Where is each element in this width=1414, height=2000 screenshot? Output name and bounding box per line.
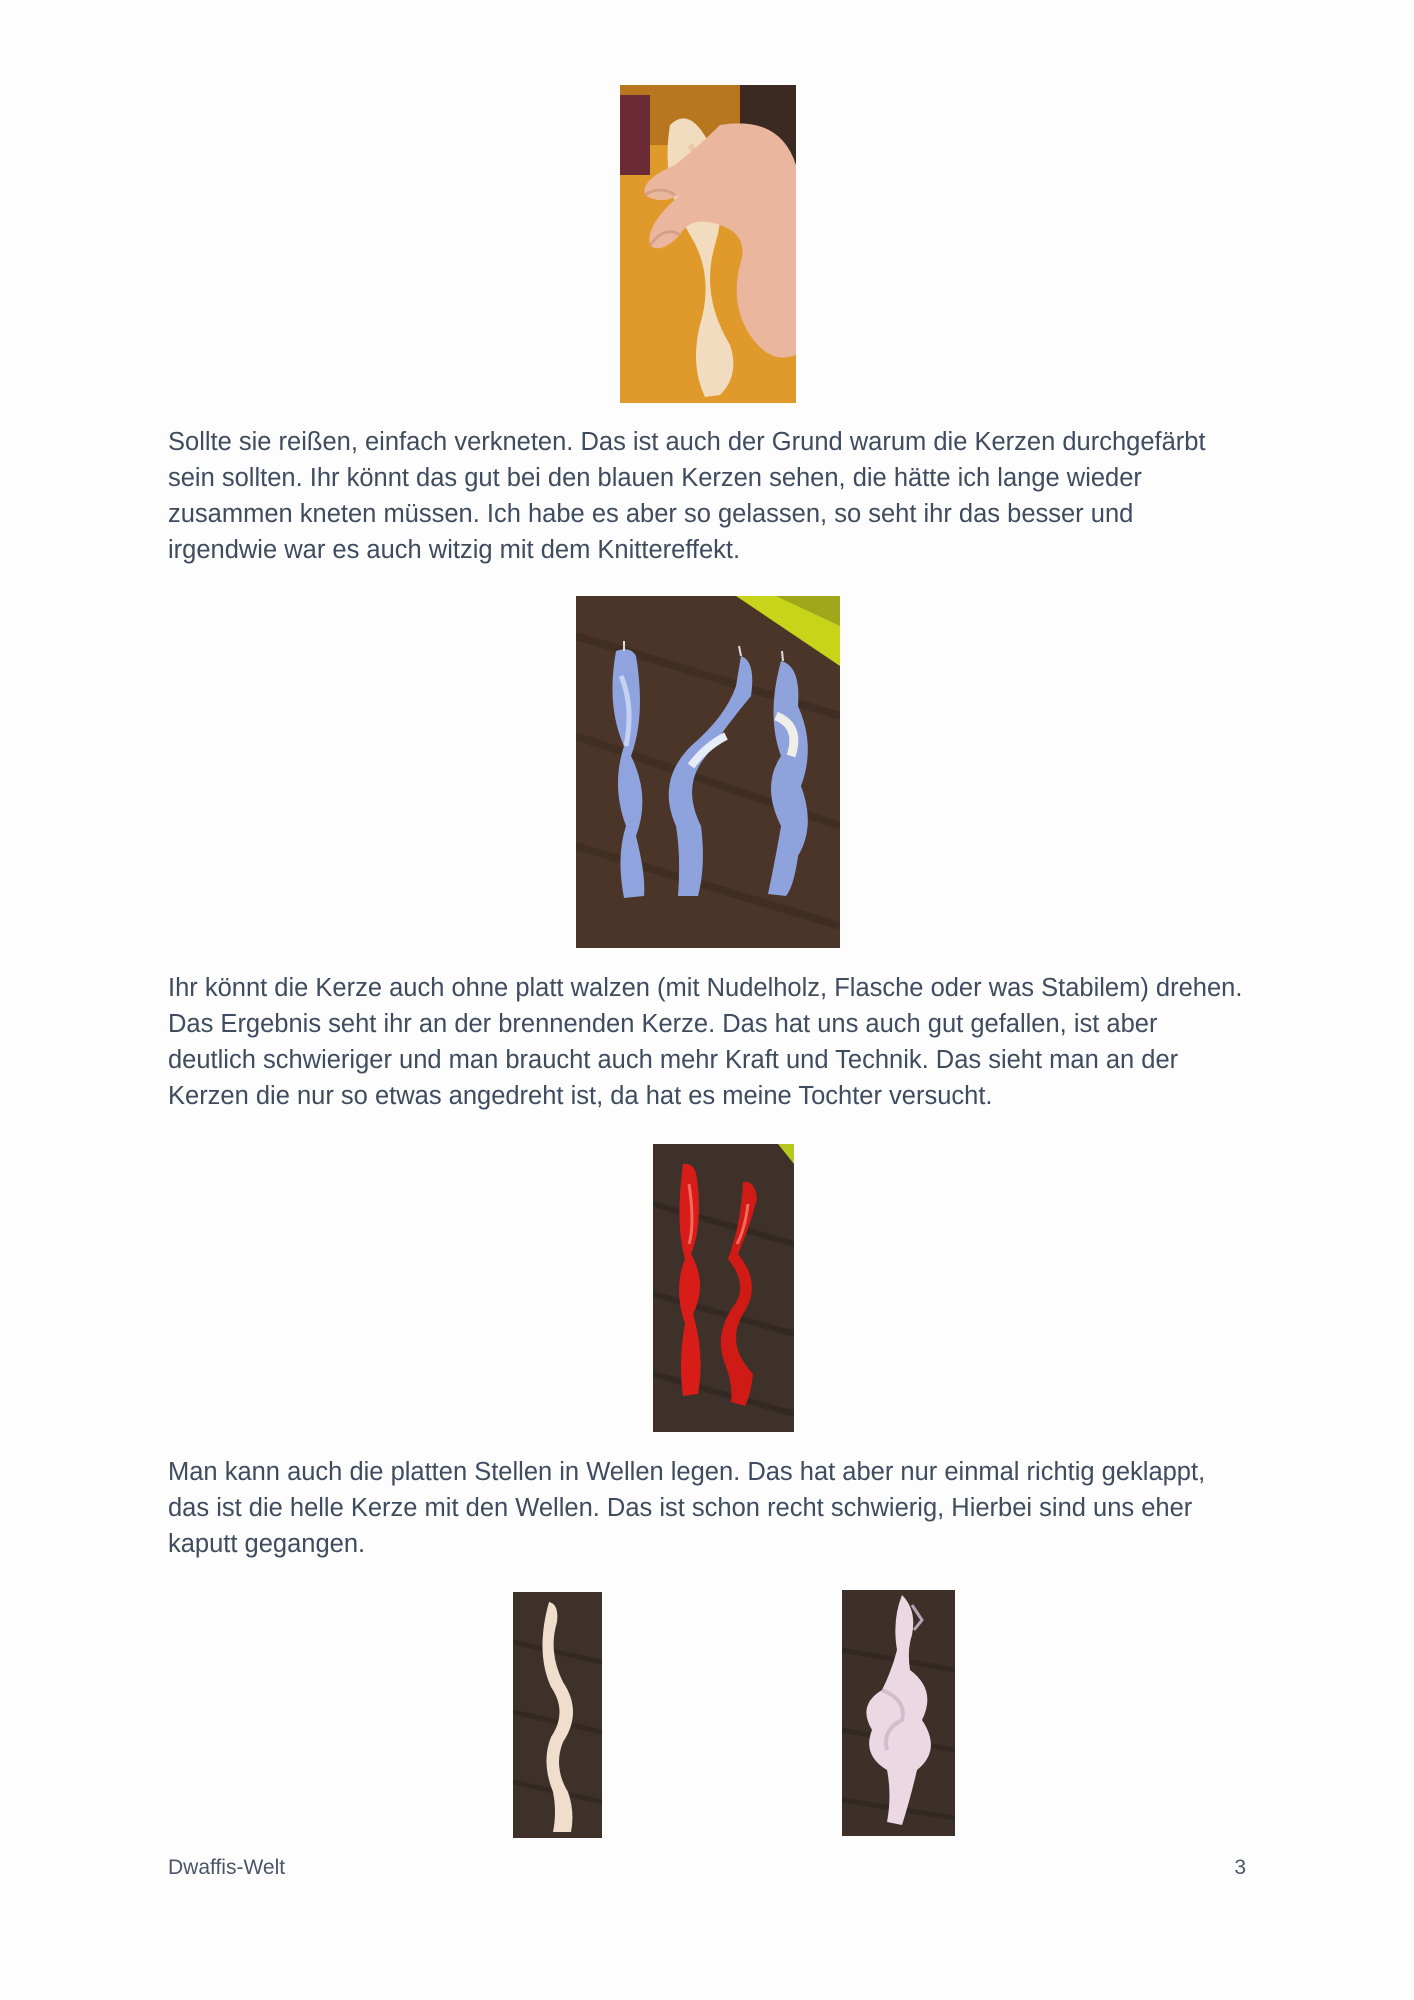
footer-page-number: 3 [1234, 1856, 1246, 1879]
paragraph-1: Sollte sie reißen, einfach verkneten. Das ist auch der Grund warum die Kerzen durchgefärbt sein sollten. Ihr könnt das gut bei den blauen Kerzen sehen, die hätte ich lange wieder zusammen kneten müssen. Ich habe es aber so gelassen, so seht ihr das besser und irgendwie war es auch witzig mit dem Knittereffekt. [168, 428, 1206, 564]
photo-light-wavy-candle [513, 1592, 602, 1838]
footer-site-name: Dwaffis-Welt [168, 1856, 286, 1879]
photo-blue-candles [576, 596, 840, 948]
paragraph-3: Man kann auch die platten Stellen in Wellen legen. Das hat aber nur einmal richtig geklappt, das ist die helle Kerze mit den Wellen. Das ist schon recht schwierig, Hierbei sind uns eher kaputt gegangen. [168, 1458, 1206, 1558]
paragraph-2: Ihr könnt die Kerze auch ohne platt walzen (mit Nudelholz, Flasche oder was Stabilem) drehen. Das Ergebnis seht ihr an der brennenden Kerze. Das hat uns auch gut gefallen, ist aber deutlich schwieriger und man braucht auch mehr Kraft und Technik. Das sieht man an der Kerzen die nur so etwas angedreht ist, da hat es meine Tochter versucht. [168, 974, 1243, 1110]
photo-pink-knotted-candle [842, 1590, 955, 1836]
photo-hand-twisting-candle [620, 85, 796, 403]
photo-red-candles [653, 1144, 794, 1432]
